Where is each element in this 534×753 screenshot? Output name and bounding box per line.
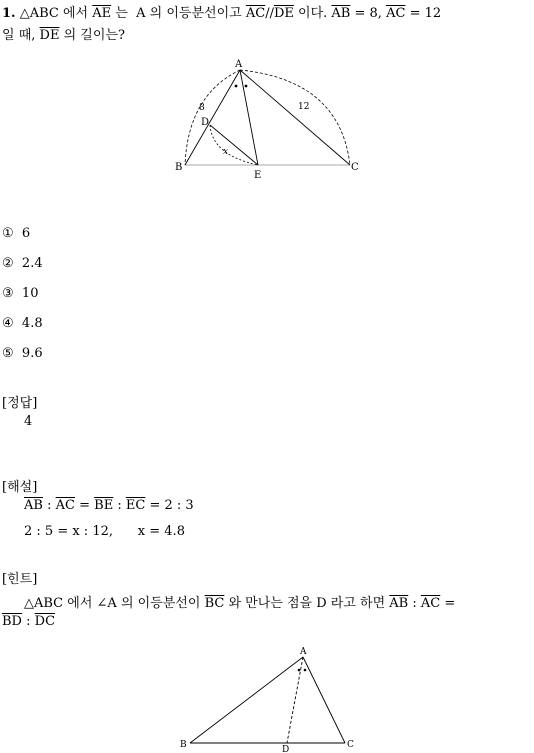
triangle-figure-2 — [0, 640, 534, 753]
text: 이다. — [298, 6, 328, 21]
angle-mark — [298, 669, 301, 672]
label-ab-length: 8 — [199, 103, 205, 113]
label-e: E — [254, 170, 262, 181]
result: x = 4.8 — [137, 524, 185, 539]
text: 의 길이는? — [63, 28, 125, 43]
solution-line-1 — [24, 498, 194, 513]
side-ab — [190, 657, 303, 743]
choice-value: 6 — [21, 226, 31, 241]
hint-line-2 — [2, 614, 55, 629]
choice-4[interactable] — [2, 316, 43, 331]
ac-value: = 12 — [409, 6, 442, 21]
label-x: x — [223, 147, 229, 157]
choice-3[interactable] — [2, 286, 38, 301]
segment-ae: $\overline{AE}$ — [92, 6, 112, 21]
segment-de — [210, 125, 258, 165]
segment-be: $\overline{BE}$ — [94, 498, 114, 513]
choice-mark: ② — [2, 256, 14, 271]
label-a: A — [300, 647, 307, 657]
equals: = — [79, 498, 91, 513]
label-d: D — [282, 745, 290, 753]
proportion: 2 : 5 = x : 12, — [24, 524, 113, 539]
colon: : — [26, 614, 31, 629]
answer-value: 4 — [24, 414, 33, 429]
hint-line-1 — [24, 592, 455, 611]
choice-5[interactable] — [2, 346, 43, 361]
segment-dc: $\overline{DC}$ — [34, 614, 56, 629]
segment-ac: $\overline{AC}$ — [245, 6, 266, 21]
label-d: D — [201, 117, 210, 128]
colon: : — [117, 498, 122, 513]
choice-mark: ① — [2, 226, 14, 241]
text: 와 만나는 점을 D 라고 하면 — [228, 596, 386, 611]
bisector-ae — [240, 70, 258, 165]
choice-mark: ⑤ — [2, 346, 14, 361]
segment-bd: $\overline{BD}$ — [2, 614, 22, 629]
label-b: B — [175, 162, 183, 173]
segment-de: $\overline{DE}$ — [273, 6, 294, 21]
solution-heading: [해설] — [2, 480, 38, 495]
hint-heading: [힌트] — [2, 572, 38, 587]
side-ab — [185, 70, 240, 165]
triangle-figure-1 — [0, 0, 534, 190]
segment-ac: $\overline{AC}$ — [55, 498, 75, 513]
segment-ab: $\overline{AB}$ — [24, 498, 43, 513]
choice-value: 10 — [21, 286, 39, 301]
segment-ac: $\overline{AC}$ — [386, 6, 406, 21]
bisector-ad — [287, 657, 303, 743]
colon: : — [412, 596, 417, 611]
segment-de: $\overline{DE}$ — [39, 28, 60, 43]
solution-line-2 — [24, 524, 185, 539]
point-a: A — [136, 6, 146, 21]
choice-value: 4.8 — [21, 316, 43, 331]
label-ac-length: 12 — [298, 102, 310, 112]
angle-mark — [245, 85, 248, 88]
text: 에서 ∠A 의 이등분선이 — [67, 596, 201, 611]
text: 일 때, — [2, 28, 36, 43]
choice-value: 2.4 — [21, 256, 43, 271]
ratio: = 2 : 3 — [149, 498, 194, 513]
choice-mark: ③ — [2, 286, 14, 301]
parallel-sign: // — [265, 6, 274, 21]
question-number: 1. — [2, 6, 16, 21]
segment-ec: $\overline{EC}$ — [125, 498, 146, 513]
choice-mark: ④ — [2, 316, 14, 331]
label-a: A — [235, 59, 243, 70]
segment-ac: $\overline{AC}$ — [420, 596, 441, 611]
segment-ab: $\overline{AB}$ — [389, 596, 409, 611]
equals: = — [444, 596, 456, 611]
segment-ab: $\overline{AB}$ — [331, 6, 351, 21]
colon: : — [47, 498, 52, 513]
choice-value: 9.6 — [21, 346, 43, 361]
choice-1[interactable] — [2, 226, 30, 241]
choice-2[interactable] — [2, 256, 43, 271]
label-c: C — [347, 740, 354, 750]
label-b: B — [180, 740, 187, 750]
answer-heading: [정답] — [2, 396, 38, 411]
angle-mark — [235, 85, 238, 88]
text: 는 — [115, 6, 128, 21]
side-ac — [303, 657, 345, 743]
label-c: C — [351, 162, 359, 173]
text: 의 이등분선이고 — [149, 6, 242, 21]
text: 에서 — [63, 6, 89, 21]
triangle-abc: △ABC — [19, 6, 59, 21]
angle-mark — [304, 669, 307, 672]
ab-value: = 8, — [354, 6, 382, 21]
segment-bc: $\overline{BC}$ — [204, 596, 225, 611]
triangle-abc: △ABC — [24, 596, 64, 611]
